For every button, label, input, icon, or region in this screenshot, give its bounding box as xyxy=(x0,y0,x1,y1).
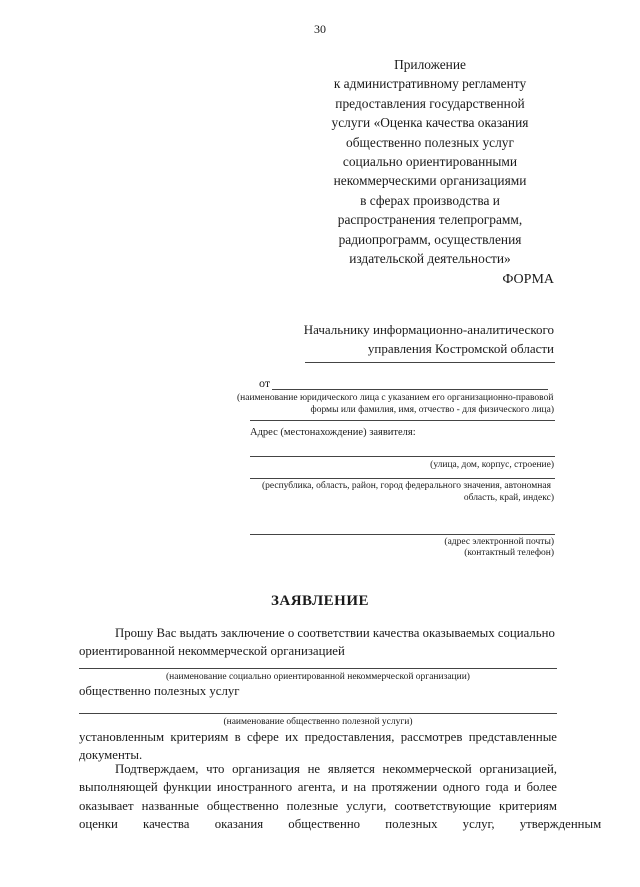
confirm-line-4: оценки качества оказания общественно полезных услуг, утвержденным xyxy=(79,816,602,831)
criteria-line-2: документы. xyxy=(79,748,143,763)
region-caption-1: (республика, область, район, город федерального значения, автономная xyxy=(262,481,551,491)
service-input-line[interactable] xyxy=(79,713,557,714)
phone-caption: (контактный телефон) xyxy=(464,548,554,558)
confirm-line-2: выполняющей функции иностранного агента, и на протяжении одного года и более xyxy=(79,780,557,795)
appendix-line: издательской деятельности» xyxy=(349,251,511,267)
form-label: ФОРМА xyxy=(502,272,554,287)
appendix-line: некоммерческими организациями xyxy=(333,173,527,189)
from-caption-1: (наименование юридического лица с указанием его организационно-правовой xyxy=(237,393,554,403)
region-caption-2: область, край, индекс) xyxy=(463,493,554,503)
street-caption: (улица, дом, корпус, строение) xyxy=(430,460,554,470)
confirm-line-1: Подтверждаем, что организация не является некоммерческой организацией, xyxy=(115,762,557,776)
confirm-paragraph xyxy=(79,760,602,833)
from-input-line-2[interactable] xyxy=(250,420,555,421)
request-paragraph xyxy=(79,624,557,661)
request-line-1: Прошу Вас выдать заключение о соответствии качества оказываемых социально xyxy=(115,626,555,640)
region-input-line[interactable] xyxy=(250,478,555,479)
from-input-line[interactable] xyxy=(272,389,548,390)
appendix-line: Приложение xyxy=(394,57,466,72)
confirm-line-3: оказывает названные общественно полезные услуги, соответствующие критериям xyxy=(79,798,557,813)
criteria-line-1: установленным критериям в сфере их предоставления, рассмотрев представленные xyxy=(79,730,557,744)
appendix-line: предоставления государственной xyxy=(335,95,525,111)
service-caption: (наименование общественно полезной услуги) xyxy=(223,717,413,727)
appendix-line: к административному регламенту xyxy=(333,76,527,92)
recipient-line-1: Начальнику информационно-аналитического xyxy=(303,322,554,337)
email-input-line[interactable] xyxy=(250,534,555,535)
request-line-2: ориентированной некоммерческой организацией xyxy=(79,644,345,659)
page-number: 30 xyxy=(314,22,326,36)
appendix-line: общественно полезных услуг xyxy=(346,134,514,150)
appendix-line: в сферах производства и xyxy=(360,192,500,208)
appendix-header xyxy=(290,55,570,268)
statement-title: ЗАЯВЛЕНИЕ xyxy=(270,593,370,609)
recipient-line-2: управления Костромской области xyxy=(367,341,554,356)
street-input-line[interactable] xyxy=(250,456,555,457)
org-caption: (наименование социально ориентированной некоммерческой организации) xyxy=(166,672,470,682)
appendix-line: радиопрограмм, осуществления xyxy=(338,231,522,247)
appendix-line: распространения телепрограмм, xyxy=(337,212,523,228)
appendix-line: социально ориентированными xyxy=(342,154,518,170)
from-caption-2: формы или фамилия, имя, отчество - для физического лица) xyxy=(310,405,554,415)
email-caption: (адрес электронной почты) xyxy=(444,537,554,547)
org-input-line[interactable] xyxy=(79,668,557,669)
appendix-line: услуги «Оценка качества оказания xyxy=(331,115,529,131)
services-label: общественно полезных услуг xyxy=(79,684,240,698)
address-label: Адрес (местонахождение) заявителя: xyxy=(250,427,416,438)
from-label: от xyxy=(259,376,271,390)
recipient-blank-line[interactable] xyxy=(305,362,555,363)
